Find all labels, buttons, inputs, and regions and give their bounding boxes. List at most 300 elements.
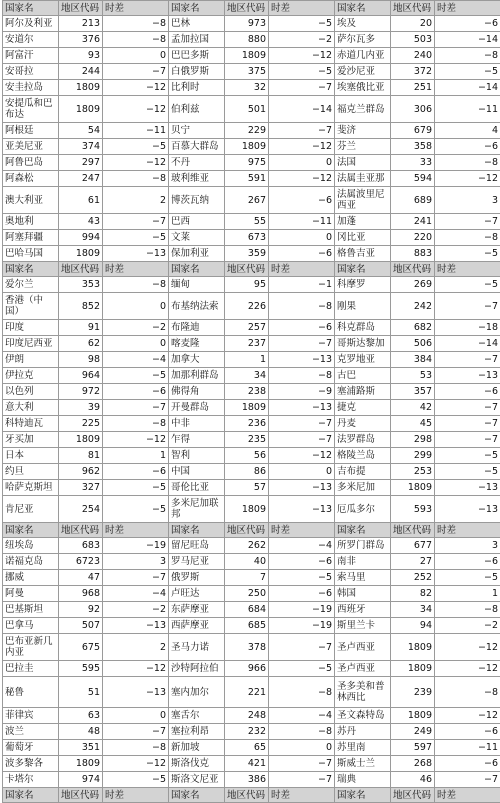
area-code-cell: 327 [59,480,103,496]
time-diff-cell: −19 [269,602,335,618]
time-diff-cell: 0 [103,708,169,724]
table-row [3,187,500,214]
header-name: 国家名 [169,262,225,277]
country-name-cell: 赤道几内亚 [335,48,391,64]
country-name-cell: 福克兰群岛 [335,96,391,123]
area-code-cell: 507 [59,618,103,634]
area-code-cell: 880 [225,32,269,48]
area-code-cell: 225 [59,416,103,432]
area-code-cell: 378 [225,634,269,661]
country-name-cell: 法国 [335,155,391,171]
area-code-cell: 1809 [59,756,103,772]
time-diff-cell: 0 [103,293,169,320]
country-name-cell: 圣卢西亚 [335,634,391,661]
time-diff-cell: −12 [269,139,335,155]
country-name-cell: 智利 [169,448,225,464]
time-diff-cell: −7 [103,214,169,230]
table-row [3,464,500,480]
country-name-cell: 百慕大群岛 [169,139,225,155]
header-name: 国家名 [3,262,59,277]
table-row [3,123,500,139]
time-diff-cell: 0 [269,230,335,246]
table-row [3,352,500,368]
time-diff-cell: −6 [435,384,500,400]
table-row [3,32,500,48]
country-name-cell: 格鲁吉亚 [335,246,391,262]
country-name-cell: 西萨摩亚 [169,618,225,634]
area-code-cell: 1809 [391,708,435,724]
country-name-cell: 印度 [3,320,59,336]
time-diff-cell: 0 [269,464,335,480]
country-name-cell: 哥伦比亚 [169,480,225,496]
area-code-cell: 1809 [59,96,103,123]
country-name-cell: 卡塔尔 [3,772,59,788]
country-name-cell: 哥斯达黎加 [335,336,391,352]
area-code-cell: 98 [59,352,103,368]
country-name-cell: 斯威士兰 [335,756,391,772]
area-code-cell: 1809 [225,400,269,416]
country-name-cell: 布隆迪 [169,320,225,336]
area-code-cell: 267 [225,187,269,214]
country-name-cell: 加拿大 [169,352,225,368]
country-name-cell: 塞内加尔 [169,677,225,708]
time-diff-cell: −8 [435,230,500,246]
time-diff-cell: −12 [435,661,500,677]
country-name-cell: 刚果 [335,293,391,320]
area-code-cell: 684 [225,602,269,618]
country-name-cell: 格陵兰岛 [335,448,391,464]
area-code-cell: 95 [225,277,269,293]
area-code-cell: 679 [391,123,435,139]
country-name-cell: 塞舌尔 [169,708,225,724]
area-code-cell: 685 [225,618,269,634]
time-diff-cell: 1 [103,448,169,464]
header-code: 地区代码 [391,523,435,538]
country-name-cell: 玻利维亚 [169,171,225,187]
time-diff-cell: −5 [269,64,335,80]
area-code-cell: 247 [59,171,103,187]
area-code-cell: 974 [59,772,103,788]
country-code-table [2,0,500,803]
time-diff-cell: −7 [103,400,169,416]
country-name-cell: 中非 [169,416,225,432]
header-code: 地区代码 [391,788,435,803]
area-code-cell: 973 [225,16,269,32]
area-code-cell: 251 [391,80,435,96]
time-diff-cell: −13 [103,246,169,262]
area-code-cell: 253 [391,464,435,480]
time-diff-cell: −12 [269,448,335,464]
time-diff-cell: −8 [435,155,500,171]
time-diff-cell: −12 [103,155,169,171]
area-code-cell: 241 [391,214,435,230]
header-name: 国家名 [335,788,391,803]
header-name: 国家名 [3,523,59,538]
table-row [3,432,500,448]
time-diff-cell: −6 [269,246,335,262]
time-diff-cell: −5 [435,64,500,80]
country-name-cell: 瑞典 [335,772,391,788]
country-name-cell: 埃塞俄比亚 [335,80,391,96]
time-diff-cell: −2 [269,32,335,48]
time-diff-cell: −8 [103,32,169,48]
country-name-cell: 罗马尼亚 [169,554,225,570]
country-name-cell: 巴哈马国 [3,246,59,262]
country-name-cell: 阿尔及利亚 [3,16,59,32]
area-code-cell: 852 [59,293,103,320]
country-name-cell: 诺福克岛 [3,554,59,570]
table-row [3,80,500,96]
area-code-cell: 1809 [59,80,103,96]
area-code-cell: 994 [59,230,103,246]
area-code-cell: 353 [59,277,103,293]
table-row [3,320,500,336]
time-diff-cell: −7 [435,293,500,320]
time-diff-cell: −18 [435,320,500,336]
header-diff: 时差 [269,1,335,16]
time-diff-cell: −6 [435,554,500,570]
country-name-cell: 不丹 [169,155,225,171]
country-name-cell: 斯里兰卡 [335,618,391,634]
table-row [3,618,500,634]
country-name-cell: 巴林 [169,16,225,32]
table-row [3,384,500,400]
country-name-cell: 东萨摩亚 [169,602,225,618]
area-code-cell: 94 [391,618,435,634]
table-body [3,1,500,803]
time-diff-cell: −7 [269,432,335,448]
time-diff-cell: −12 [435,634,500,661]
header-code: 地区代码 [225,1,269,16]
area-code-cell: 34 [391,602,435,618]
area-code-cell: 421 [225,756,269,772]
country-name-cell: 以色列 [3,384,59,400]
country-name-cell: 阿曼 [3,586,59,602]
table-row [3,96,500,123]
country-name-cell: 萨尔瓦多 [335,32,391,48]
time-diff-cell: −6 [269,586,335,602]
time-diff-cell: −13 [103,677,169,708]
time-diff-cell: −7 [269,123,335,139]
time-diff-cell: −5 [103,496,169,523]
table-row [3,724,500,740]
table-row [3,171,500,187]
time-diff-cell: −12 [269,48,335,64]
time-diff-cell: −7 [435,400,500,416]
time-diff-cell: −8 [103,16,169,32]
time-diff-cell: 4 [435,123,500,139]
area-code-cell: 1809 [391,661,435,677]
country-name-cell: 斯洛伐克 [169,756,225,772]
area-code-cell: 358 [391,139,435,155]
country-name-cell: 索马里 [335,570,391,586]
table-row [3,64,500,80]
area-code-cell: 232 [225,724,269,740]
country-name-cell: 约旦 [3,464,59,480]
area-code-cell: 32 [225,80,269,96]
time-diff-cell: −8 [435,602,500,618]
country-name-cell: 韩国 [335,586,391,602]
area-code-cell: 93 [59,48,103,64]
header-row [3,523,500,538]
time-diff-cell: −12 [435,708,500,724]
table-row [3,677,500,708]
country-name-cell: 巴拉圭 [3,661,59,677]
time-diff-cell: −13 [269,352,335,368]
header-code: 地区代码 [391,1,435,16]
time-diff-cell: −7 [435,432,500,448]
area-code-cell: 254 [59,496,103,523]
country-name-cell: 多米尼加 [335,480,391,496]
time-diff-cell: −5 [103,480,169,496]
table-row [3,740,500,756]
header-diff: 时差 [103,523,169,538]
country-name-cell: 澳大利亚 [3,187,59,214]
area-code-cell: 42 [391,400,435,416]
header-name: 国家名 [335,1,391,16]
header-row [3,1,500,16]
header-name: 国家名 [3,788,59,803]
header-diff: 时差 [269,262,335,277]
country-name-cell: 葡萄牙 [3,740,59,756]
country-name-cell: 伯利兹 [169,96,225,123]
table-row [3,336,500,352]
country-name-cell: 冈比亚 [335,230,391,246]
time-diff-cell: −14 [269,96,335,123]
area-code-cell: 252 [391,570,435,586]
area-code-cell: 40 [225,554,269,570]
country-name-cell: 开曼群岛 [169,400,225,416]
time-diff-cell: 2 [103,187,169,214]
country-name-cell: 巴拿马 [3,618,59,634]
time-diff-cell: 2 [103,634,169,661]
area-code-cell: 236 [225,416,269,432]
header-diff: 时差 [103,788,169,803]
country-name-cell: 圣文森特岛 [335,708,391,724]
area-code-cell: 62 [59,336,103,352]
time-diff-cell: −7 [435,772,500,788]
area-code-cell: 675 [59,634,103,661]
time-diff-cell: −6 [269,554,335,570]
area-code-cell: 51 [59,677,103,708]
country-name-cell: 奥地利 [3,214,59,230]
area-code-cell: 46 [391,772,435,788]
header-diff: 时差 [435,1,500,16]
time-diff-cell: −11 [269,214,335,230]
country-name-cell: 香港（中国） [3,293,59,320]
table-row [3,756,500,772]
time-diff-cell: −6 [435,724,500,740]
time-diff-cell: −13 [435,480,500,496]
table-row [3,155,500,171]
time-diff-cell: 0 [103,336,169,352]
time-diff-cell: −8 [269,724,335,740]
country-name-cell: 波兰 [3,724,59,740]
country-name-cell: 挪威 [3,570,59,586]
header-name: 国家名 [3,1,59,16]
time-diff-cell: −4 [269,708,335,724]
time-diff-cell: −7 [269,756,335,772]
area-code-cell: 86 [225,464,269,480]
time-diff-cell: −19 [103,538,169,554]
time-diff-cell: −5 [435,464,500,480]
area-code-cell: 306 [391,96,435,123]
country-name-cell: 苏丹 [335,724,391,740]
table-row [3,772,500,788]
time-diff-cell: 3 [103,554,169,570]
country-name-cell: 佛得角 [169,384,225,400]
country-name-cell: 阿富汗 [3,48,59,64]
table-row [3,400,500,416]
country-name-cell: 孟加拉国 [169,32,225,48]
table-row [3,602,500,618]
time-diff-cell: −13 [269,400,335,416]
area-code-cell: 506 [391,336,435,352]
header-code: 地区代码 [59,1,103,16]
country-name-cell: 加那利群岛 [169,368,225,384]
time-diff-cell: −5 [269,661,335,677]
area-code-cell: 374 [59,139,103,155]
area-code-cell: 47 [59,570,103,586]
header-code: 地区代码 [391,262,435,277]
time-diff-cell: −7 [103,570,169,586]
country-name-cell: 保加利亚 [169,246,225,262]
country-name-cell: 沙特阿拉伯 [169,661,225,677]
time-diff-cell: −4 [103,352,169,368]
country-name-cell: 法属圭亚那 [335,171,391,187]
time-diff-cell: −2 [103,320,169,336]
time-diff-cell: −1 [269,277,335,293]
country-name-cell: 安提瓜和巴布达 [3,96,59,123]
time-diff-cell: −6 [435,756,500,772]
area-code-cell: 1809 [59,246,103,262]
area-code-cell: 239 [391,677,435,708]
area-code-cell: 591 [225,171,269,187]
area-code-cell: 359 [225,246,269,262]
area-code-cell: 45 [391,416,435,432]
time-diff-cell: −7 [269,416,335,432]
area-code-cell: 966 [225,661,269,677]
country-name-cell: 俄罗斯 [169,570,225,586]
area-code-cell: 48 [59,724,103,740]
country-name-cell: 巴基斯坦 [3,602,59,618]
country-name-cell: 安哥拉 [3,64,59,80]
time-diff-cell: −6 [269,320,335,336]
country-name-cell: 文莱 [169,230,225,246]
country-name-cell: 比利时 [169,80,225,96]
time-diff-cell: −4 [269,538,335,554]
area-code-cell: 92 [59,602,103,618]
country-name-cell: 伊拉克 [3,368,59,384]
area-code-cell: 1809 [225,139,269,155]
time-diff-cell: −6 [269,187,335,214]
country-name-cell: 贝宁 [169,123,225,139]
country-name-cell: 斯洛文尼亚 [169,772,225,788]
area-code-cell: 962 [59,464,103,480]
country-name-cell: 爱尔兰 [3,277,59,293]
time-diff-cell: −7 [269,772,335,788]
table-row [3,230,500,246]
time-diff-cell: −5 [435,246,500,262]
country-name-cell: 南非 [335,554,391,570]
time-diff-cell: −2 [103,602,169,618]
country-name-cell: 中国 [169,464,225,480]
country-name-cell: 斐济 [335,123,391,139]
time-diff-cell: −8 [435,677,500,708]
time-diff-cell: −6 [103,384,169,400]
country-name-cell: 布基纳法索 [169,293,225,320]
area-code-cell: 376 [59,32,103,48]
country-name-cell: 圣马力诺 [169,634,225,661]
country-name-cell: 日本 [3,448,59,464]
country-name-cell: 苏里南 [335,740,391,756]
country-name-cell: 卢旺达 [169,586,225,602]
area-code-cell: 1809 [391,480,435,496]
area-code-cell: 56 [225,448,269,464]
time-diff-cell: −11 [435,740,500,756]
time-diff-cell: −8 [103,171,169,187]
time-diff-cell: −5 [435,277,500,293]
country-name-cell: 哈萨克斯坦 [3,480,59,496]
area-code-cell: 248 [225,708,269,724]
time-diff-cell: −14 [435,32,500,48]
area-code-cell: 269 [391,277,435,293]
table-row [3,634,500,661]
header-code: 地区代码 [225,262,269,277]
area-code-cell: 1 [225,352,269,368]
time-diff-cell: −4 [103,586,169,602]
area-code-cell: 63 [59,708,103,724]
country-name-cell: 加蓬 [335,214,391,230]
country-name-cell: 阿塞拜疆 [3,230,59,246]
area-code-cell: 240 [391,48,435,64]
time-diff-cell: −7 [269,634,335,661]
area-code-cell: 82 [391,586,435,602]
area-code-cell: 61 [59,187,103,214]
country-name-cell: 塞拉利昂 [169,724,225,740]
area-code-cell: 7 [225,570,269,586]
time-diff-cell: −5 [103,772,169,788]
country-name-cell: 巴西 [169,214,225,230]
area-code-cell: 262 [225,538,269,554]
area-code-cell: 54 [59,123,103,139]
area-code-cell: 298 [391,432,435,448]
area-code-cell: 683 [59,538,103,554]
country-name-cell: 阿根廷 [3,123,59,139]
header-code: 地区代码 [59,788,103,803]
country-name-cell: 爱沙尼亚 [335,64,391,80]
country-name-cell: 阿森松 [3,171,59,187]
country-name-cell: 巴巴多斯 [169,48,225,64]
area-code-cell: 677 [391,538,435,554]
country-name-cell: 丹麦 [335,416,391,432]
area-code-cell: 250 [225,586,269,602]
time-diff-cell: −8 [103,277,169,293]
area-code-cell: 501 [225,96,269,123]
time-diff-cell: −8 [435,48,500,64]
country-name-cell: 埃及 [335,16,391,32]
header-diff: 时差 [435,262,500,277]
header-diff: 时差 [269,523,335,538]
time-diff-cell: 3 [435,187,500,214]
country-name-cell: 秘鲁 [3,677,59,708]
time-diff-cell: −5 [269,570,335,586]
area-code-cell: 65 [225,740,269,756]
country-name-cell: 波多黎各 [3,756,59,772]
area-code-cell: 386 [225,772,269,788]
table-row [3,496,500,523]
header-name: 国家名 [335,262,391,277]
